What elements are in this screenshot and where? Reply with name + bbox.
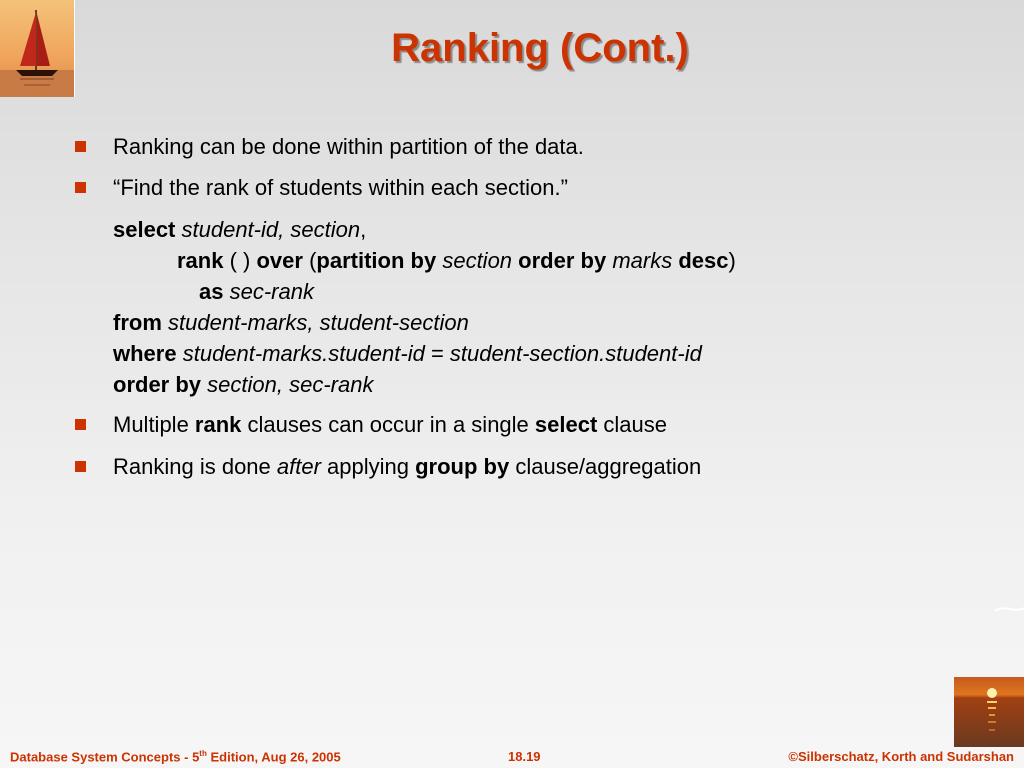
emphasis-after: after	[276, 454, 321, 479]
bullet-item	[75, 134, 584, 160]
query-line-from	[113, 310, 469, 336]
bullet-text-pre: Ranking is done	[113, 454, 277, 479]
keyword-group-by: group by	[415, 454, 510, 479]
keyword-desc: desc	[678, 248, 729, 273]
query-line-where	[113, 341, 702, 367]
keyword-as: as	[199, 279, 224, 304]
footer-left-text: Database System Concepts - 5	[10, 749, 200, 764]
bullet-text-mid: clauses can occur in a single	[241, 412, 535, 437]
footer-book-title	[10, 749, 341, 764]
keyword-partition-by: partition by	[316, 248, 437, 273]
partition-column: section	[442, 248, 513, 273]
bullet-item	[75, 454, 701, 480]
open-paren: (	[302, 248, 317, 273]
wave-decoration	[994, 607, 1024, 613]
query-line-select	[113, 217, 366, 243]
bullet-text-pre: Multiple	[113, 412, 195, 437]
square-bullet-icon	[75, 182, 86, 193]
bullet-text-post: clause/aggregation	[509, 454, 702, 479]
order-columns: section, sec-rank	[207, 372, 374, 397]
where-rhs: student-section.student-id	[449, 341, 702, 366]
bullet-text-mid: applying	[320, 454, 416, 479]
query-line-rank	[177, 248, 736, 274]
bullet-text: “Find the rank of students within each section.”	[113, 175, 568, 200]
bullet-text: Ranking can be done within partition of the data.	[113, 134, 584, 159]
keyword-where: where	[113, 341, 177, 366]
square-bullet-icon	[75, 419, 86, 430]
footer-left-text-end: Edition, Aug 26, 2005	[206, 749, 341, 764]
keyword-order-by: order by	[518, 248, 607, 273]
footer-page-number: 18.19	[508, 749, 541, 764]
keyword-rank: rank	[194, 412, 242, 437]
from-tables: student-marks, student-section	[168, 310, 469, 335]
query-line-as	[199, 279, 314, 305]
alias-name: sec-rank	[229, 279, 314, 304]
square-bullet-icon	[75, 461, 86, 472]
bullet-item	[75, 175, 568, 201]
order-column: marks	[612, 248, 673, 273]
where-lhs: student-marks.student-id	[182, 341, 425, 366]
close-paren: )	[728, 248, 736, 273]
keyword-select: select	[534, 412, 598, 437]
footer-superscript: th	[199, 748, 207, 758]
keyword-select: select	[113, 217, 176, 242]
comma-text: ,	[360, 217, 367, 242]
query-line-order-by	[113, 372, 373, 398]
bullet-item	[75, 412, 667, 438]
bullet-text-post: clause	[597, 412, 668, 437]
slide-title: Ranking (Cont.)	[391, 26, 689, 70]
keyword-order-by: order by	[113, 372, 202, 397]
keyword-from: from	[113, 310, 162, 335]
keyword-rank: rank	[177, 248, 224, 273]
paren-text: ( )	[223, 248, 257, 273]
square-bullet-icon	[75, 141, 86, 152]
sunset-image	[954, 677, 1024, 747]
equals-sign: =	[424, 341, 450, 366]
footer-copyright: ©Silberschatz, Korth and Sudarshan	[788, 749, 1014, 764]
select-columns: student-id, section	[181, 217, 361, 242]
keyword-over: over	[256, 248, 303, 273]
